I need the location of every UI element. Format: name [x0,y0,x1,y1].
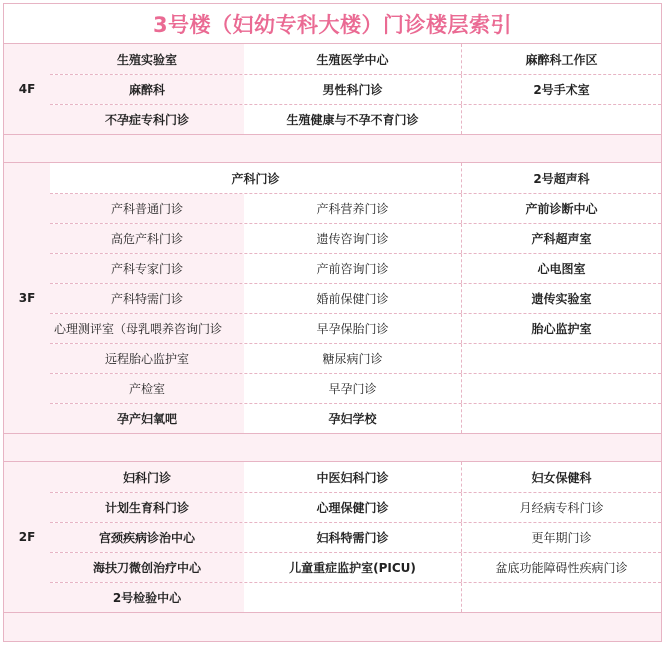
page-title: 3号楼（妇幼专科大楼）门诊楼层索引 [4,4,661,44]
table-row [50,44,661,74]
table-row [50,313,661,343]
table-row [50,492,661,522]
dept-cell: 心理测评室（母乳喂养咨询门诊 [50,314,244,343]
dept-cell: 产科超声室 [531,232,592,246]
section-divider [4,612,661,641]
section-divider [4,433,661,462]
dept-cell: 产前诊断中心 [525,202,598,216]
floor-label-2f: 2F [4,462,50,612]
floor-index-sheet [3,3,662,642]
dept-cell [462,374,661,403]
floor-label-3f: 3F [4,163,50,433]
dept-cell [462,344,661,373]
table-row [50,253,661,283]
dept-cell: 胎心监护室 [531,322,592,336]
dept-cell: 产科专家门诊 [50,254,244,283]
table-row [50,283,661,313]
dept-cell: 生殖医学中心 [244,44,462,74]
dept-cell: 遗传实验室 [531,292,592,306]
floor-4f-section [4,44,661,134]
dept-cell: 妇科特需门诊 [244,523,462,552]
table-row [50,104,661,134]
table-row [50,343,661,373]
table-row [50,193,661,223]
dept-cell: 麻醉科 [50,75,244,104]
dept-cell: 麻醉科工作区 [525,52,598,67]
dept-cell: 产检室 [50,374,244,403]
dept-cell: 更年期门诊 [531,531,592,545]
floor-2f-section [4,462,661,612]
dept-cell: 遗传咨询门诊 [244,224,462,253]
dept-cell: 月经病专科门诊 [519,501,604,515]
dept-cell: 生殖实验室 [50,44,244,74]
dept-cell: 婚前保健门诊 [244,284,462,313]
table-row [50,74,661,104]
dept-cell [462,583,661,612]
dept-cell: 妇女保健科 [531,470,592,485]
table-row [50,163,661,193]
dept-cell [462,404,661,433]
dept-cell: 生殖健康与不孕不育门诊 [244,105,462,134]
dept-cell: 中医妇科门诊 [244,462,462,492]
dept-cell: 不孕症专科门诊 [50,105,244,134]
table-row [50,403,661,433]
dept-cell: 产科营养门诊 [244,194,462,223]
dept-cell: 高危产科门诊 [50,224,244,253]
dept-cell: 宫颈疾病诊治中心 [50,523,244,552]
dept-cell: 远程胎心监护室 [50,344,244,373]
dept-cell: 盆底功能障碍性疾病门诊 [495,561,628,575]
dept-cell: 心理保健门诊 [244,493,462,522]
table-row [50,223,661,253]
dept-cell: 2号手术室 [533,83,590,97]
dept-cell: 早孕保胎门诊 [244,314,462,343]
floor-3f-section [4,163,661,433]
dept-cell: 儿童重症监护室(PICU) [244,553,462,582]
table-row [50,522,661,552]
dept-cell: 糖尿病门诊 [244,344,462,373]
table-row [50,552,661,582]
dept-cell: 孕产妇氧吧 [50,404,244,433]
table-row [50,582,661,612]
table-row [50,462,661,492]
dept-cell: 男性科门诊 [244,75,462,104]
dept-cell: 产科特需门诊 [50,284,244,313]
floor-label-4f: 4F [4,44,50,134]
dept-cell: 产科普通门诊 [50,194,244,223]
dept-group-header: 产科门诊 [50,163,462,193]
dept-cell: 海扶刀微创治疗中心 [50,553,244,582]
dept-cell [244,583,462,612]
dept-cell: 孕妇学校 [244,404,462,433]
dept-group-header: 2号超声科 [533,171,590,186]
dept-cell: 2号检验中心 [50,583,244,612]
section-divider [4,134,661,163]
dept-cell [462,105,661,134]
dept-cell: 妇科门诊 [50,462,244,492]
table-row [50,373,661,403]
dept-cell: 心电图室 [537,262,586,276]
dept-cell: 产前咨询门诊 [244,254,462,283]
dept-cell: 计划生育科门诊 [50,493,244,522]
dept-cell: 早孕门诊 [244,374,462,403]
